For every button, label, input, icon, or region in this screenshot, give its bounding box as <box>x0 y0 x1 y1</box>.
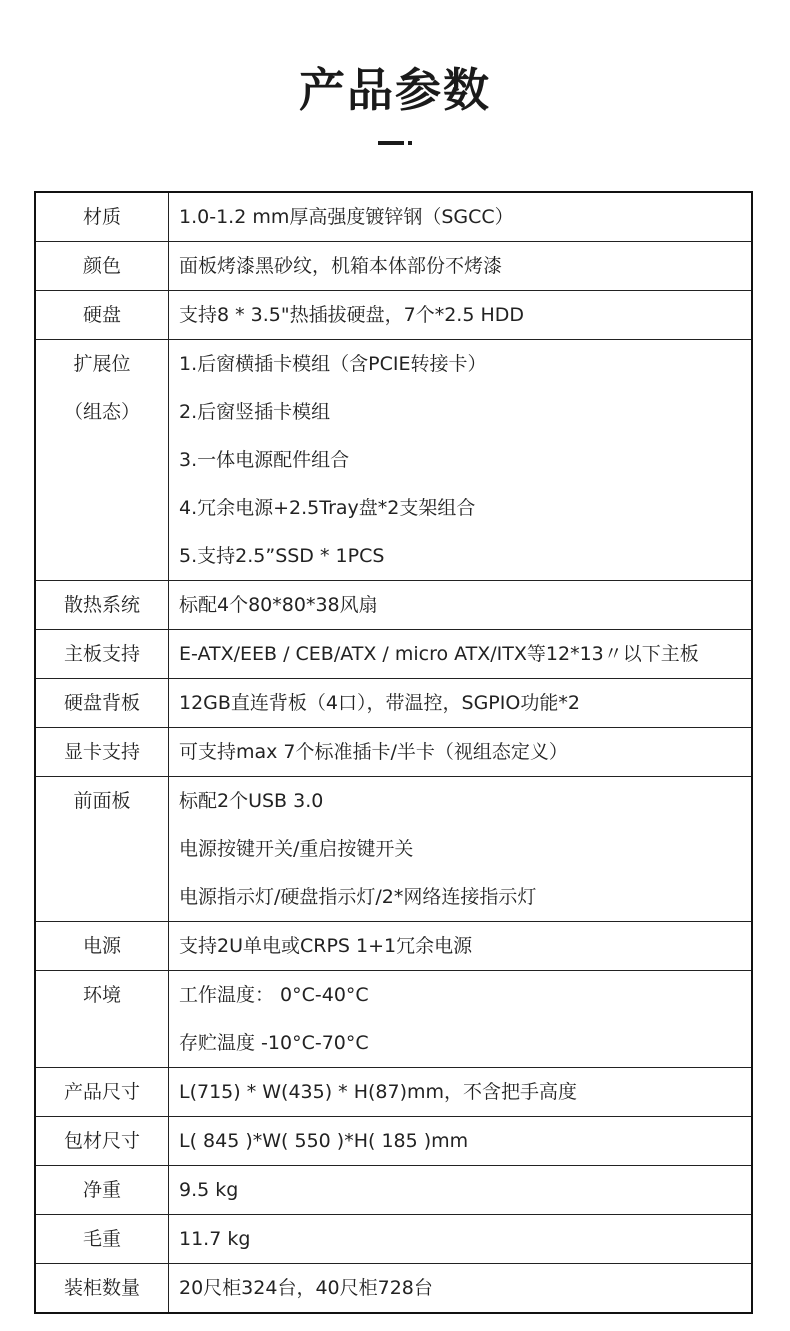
spec-value-line: 存贮温度 -10°C-70°C <box>179 1032 369 1054</box>
spec-value-line: 9.5 kg <box>179 1179 239 1201</box>
spec-key-cell <box>35 1215 169 1264</box>
spec-key-cell <box>35 242 169 291</box>
spec-key-cell <box>35 581 169 630</box>
spec-value-cell <box>169 922 753 971</box>
spec-key-cell <box>35 971 169 1068</box>
spec-row <box>35 777 752 922</box>
title-underline <box>378 141 404 145</box>
spec-value-cell <box>169 581 753 630</box>
spec-value-cell <box>169 340 753 581</box>
spec-row <box>35 728 752 777</box>
spec-key-label: 主板支持 <box>63 643 140 665</box>
spec-key-cell <box>35 922 169 971</box>
spec-value-line: L(715) * W(435) * H(87)mm，不含把手高度 <box>179 1081 578 1103</box>
spec-key-label: 电源 <box>82 935 121 957</box>
spec-value-line: 1.后窗横插卡模组（含PCIE转接卡） <box>179 353 487 375</box>
spec-value-line: 可支持max 7个标准插卡/半卡（视组态定义） <box>179 741 568 763</box>
spec-table <box>34 191 753 1314</box>
spec-key-cell <box>35 1166 169 1215</box>
spec-value-cell <box>169 1068 753 1117</box>
spec-row <box>35 1166 752 1215</box>
spec-key-cell <box>35 728 169 777</box>
spec-key-cell <box>35 630 169 679</box>
spec-value-cell <box>169 1166 753 1215</box>
spec-key-label: 硬盘 <box>82 304 121 326</box>
spec-table-body <box>35 192 752 1313</box>
spec-key-label: 扩展位 <box>73 353 131 375</box>
spec-key-label: 净重 <box>82 1179 121 1201</box>
spec-key-label: （组态） <box>63 401 140 423</box>
spec-value-cell <box>169 242 753 291</box>
spec-key-label: 散热系统 <box>63 594 140 616</box>
spec-key-cell <box>35 192 169 242</box>
spec-value-line: 标配2个USB 3.0 <box>179 790 324 812</box>
spec-key-label: 材质 <box>82 206 121 228</box>
spec-row <box>35 1264 752 1314</box>
spec-row <box>35 1215 752 1264</box>
spec-value-line: 20尺柜324台，40尺柜728台 <box>179 1277 433 1299</box>
spec-value-line: 标配4个80*80*38风扇 <box>179 594 378 616</box>
spec-key-cell <box>35 1117 169 1166</box>
spec-value-line: 4.冗余电源+2.5Tray盘*2支架组合 <box>179 497 476 519</box>
spec-value-line: 工作温度： 0°C-40°C <box>179 984 369 1006</box>
spec-value-line: 3.一体电源配件组合 <box>179 449 350 471</box>
spec-row <box>35 922 752 971</box>
spec-value-line: E-ATX/EEB / CEB/ATX / micro ATX/ITX等12*13〃以下主板 <box>179 643 699 665</box>
spec-key-cell <box>35 340 169 581</box>
spec-row <box>35 971 752 1068</box>
spec-row <box>35 291 752 340</box>
spec-row <box>35 1117 752 1166</box>
spec-value-line: 面板烤漆黑砂纹，机箱本体部份不烤漆 <box>179 255 503 277</box>
spec-key-cell <box>35 1264 169 1314</box>
spec-key-cell <box>35 679 169 728</box>
spec-row <box>35 581 752 630</box>
spec-value-line: 5.支持2.5”SSD * 1PCS <box>179 545 385 567</box>
spec-row <box>35 679 752 728</box>
spec-value-line: 2.后窗竖插卡模组 <box>179 401 331 423</box>
spec-key-label: 前面板 <box>73 790 131 812</box>
spec-value-cell <box>169 971 753 1068</box>
spec-key-label: 显卡支持 <box>63 741 140 763</box>
spec-value-line: 电源指示灯/硬盘指示灯/2*网络连接指示灯 <box>179 886 537 908</box>
spec-row <box>35 192 752 242</box>
spec-value-line: 电源按键开关/重启按键开关 <box>179 838 414 860</box>
spec-row <box>35 340 752 581</box>
spec-value-cell <box>169 777 753 922</box>
spec-value-line: 11.7 kg <box>179 1228 251 1250</box>
spec-key-label: 环境 <box>82 984 121 1006</box>
spec-value-cell <box>169 679 753 728</box>
spec-value-line: 12GB直连背板（4口），带温控，SGPIO功能*2 <box>179 692 580 714</box>
spec-key-label: 硬盘背板 <box>63 692 140 714</box>
spec-key-label: 颜色 <box>82 255 121 277</box>
title-underline-dot <box>408 141 412 145</box>
spec-key-cell <box>35 777 169 922</box>
spec-value-cell <box>169 291 753 340</box>
spec-value-cell <box>169 192 753 242</box>
spec-row <box>35 242 752 291</box>
spec-key-cell <box>35 1068 169 1117</box>
spec-value-cell <box>169 728 753 777</box>
spec-row <box>35 630 752 679</box>
spec-value-cell <box>169 1264 753 1314</box>
spec-value-line: L( 845 )*W( 550 )*H( 185 )mm <box>179 1130 469 1152</box>
spec-value-line: 支持8 * 3.5"热插拔硬盘，7个*2.5 HDD <box>179 304 525 326</box>
spec-key-label: 产品尺寸 <box>63 1081 140 1103</box>
spec-key-label: 毛重 <box>82 1228 121 1250</box>
spec-value-cell <box>169 1215 753 1264</box>
spec-value-line: 支持2U单电或CRPS 1+1冗余电源 <box>179 935 473 957</box>
spec-value-cell <box>169 630 753 679</box>
spec-row <box>35 1068 752 1117</box>
spec-key-label: 包材尺寸 <box>63 1130 140 1152</box>
page-title: 产品参数 <box>299 63 491 117</box>
spec-value-line: 1.0-1.2 mm厚高强度镀锌钢（SGCC） <box>179 206 514 228</box>
spec-key-cell <box>35 291 169 340</box>
spec-value-cell <box>169 1117 753 1166</box>
spec-key-label: 装柜数量 <box>63 1277 140 1299</box>
